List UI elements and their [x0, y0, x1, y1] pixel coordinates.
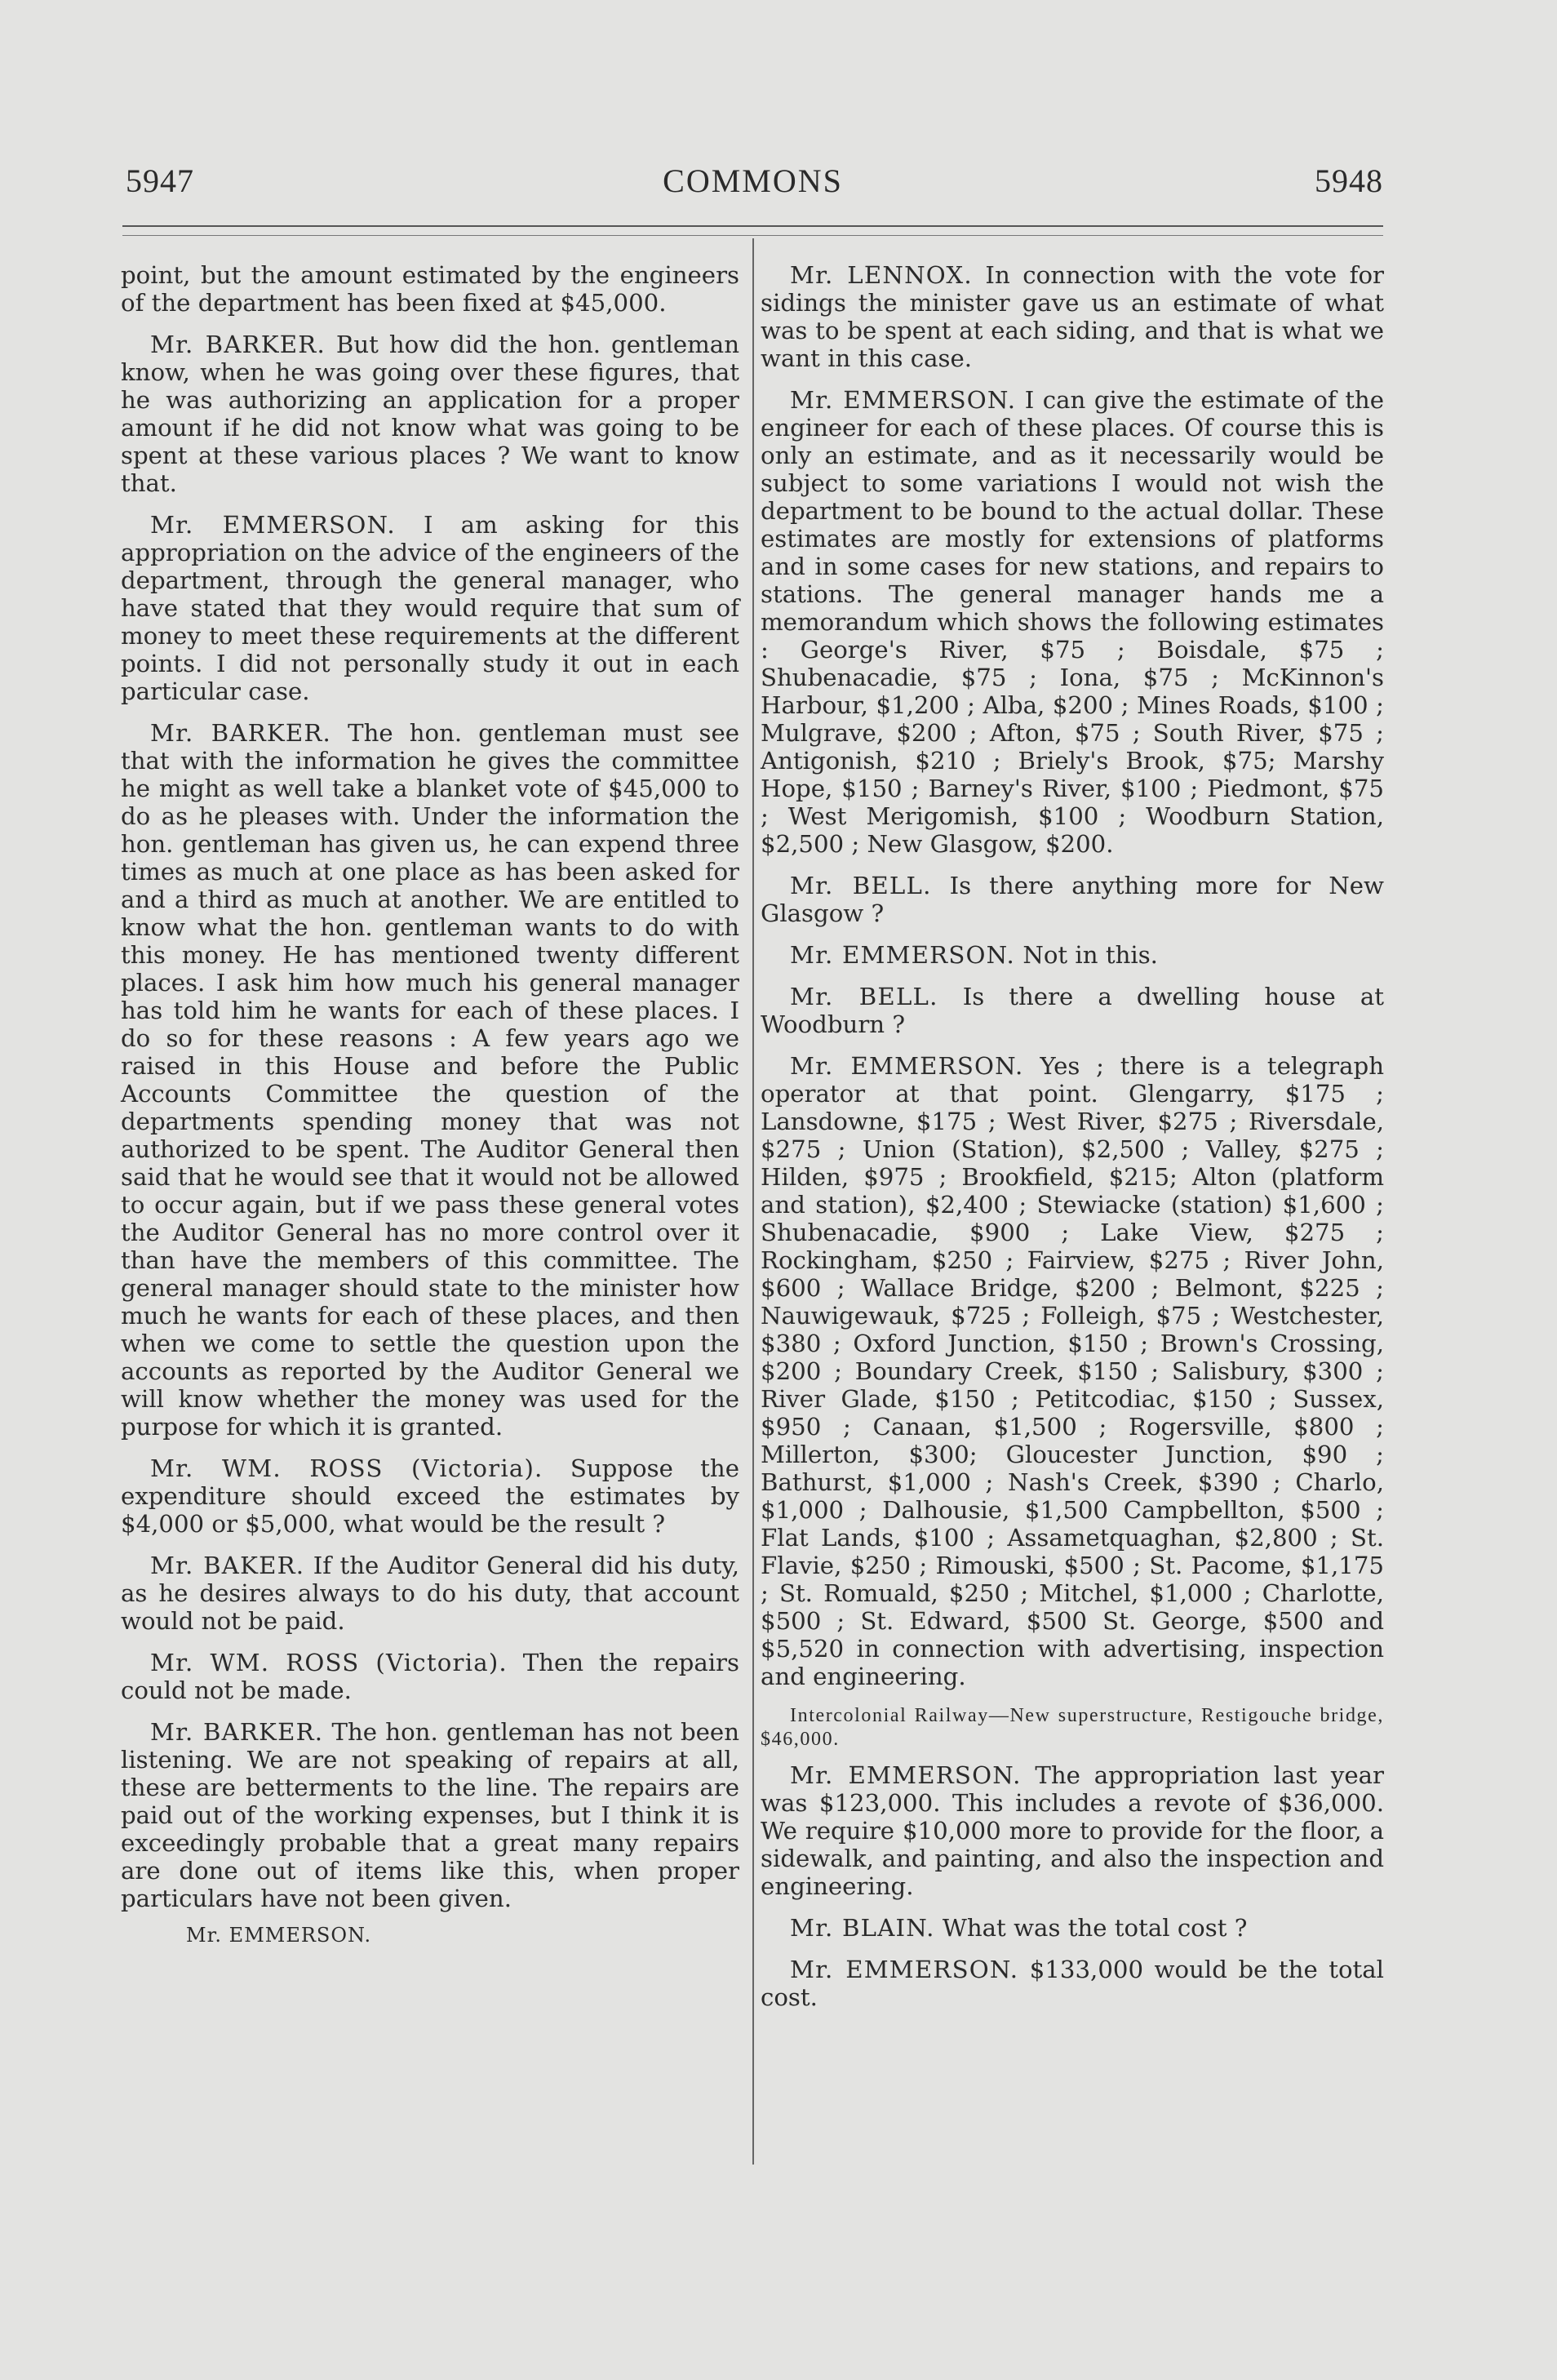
paragraph	[121, 1552, 739, 1635]
left-column	[121, 261, 739, 1963]
paragraph-text: I am asking for this appropriation on the advice of the engineers of the department, through the general manager, who have stated that they would require that sum of money to meet these requirements at the different points. I did not personally study it out in each particular case.	[121, 511, 739, 705]
resolution-item: Intercolonial Railway—New superstructure, Restigouche bridge, $46,000.	[761, 1705, 1384, 1750]
paragraph-text: If the Auditor General did his duty, as he desires always to do his duty, that account would not be paid.	[121, 1552, 740, 1635]
paragraph-text: Not in this.	[1022, 941, 1158, 969]
paragraph	[761, 1956, 1384, 2011]
speaker: Mr. EMMERSON.	[790, 941, 1016, 969]
speaker: Mr. EMMERSON.	[150, 511, 396, 539]
paragraph-text: $133,000 would be the total cost.	[761, 1956, 1384, 2011]
speaker: Mr. WM. ROSS (Victoria).	[150, 1454, 543, 1482]
paragraph-text: point, but the amount estimated by the engineers of the department has been fixed at $45,000.	[121, 261, 739, 317]
right-column	[761, 261, 1384, 2025]
header-rule	[122, 225, 1383, 227]
speaker: Mr. BELL.	[790, 983, 938, 1010]
paragraph	[761, 983, 1384, 1038]
speaker: Mr. BELL.	[790, 872, 932, 899]
paragraph-text: Then the repairs could not be made.	[121, 1649, 739, 1704]
page-number-left: 5947	[126, 162, 194, 199]
paragraph-text: In connection with the vote for sidings the minister gave us an estimate of what was to be spent at each siding, and that is what we want in this case.	[761, 261, 1385, 372]
paragraph	[761, 386, 1384, 858]
catchword: Mr. EMMERSON.	[186, 1924, 372, 1947]
speaker: Mr. BLAIN.	[790, 1914, 935, 1942]
paragraph-text: Suppose the expenditure should exceed the estimates by $4,000 or $5,000, what would be the result ?	[121, 1454, 739, 1538]
column-divider	[752, 238, 754, 2165]
page-title: COMMONS	[663, 162, 843, 199]
speaker: Mr. LENNOX.	[790, 261, 973, 289]
paragraph	[761, 1761, 1384, 1900]
speaker: Mr. BAKER.	[150, 1552, 305, 1579]
page-header	[122, 162, 1383, 211]
paragraph-text: Yes ; there is a telegraph operator at that point. Glengarry, $175 ; Lansdowne, $175 ; West River, $275 ; Riversdale, $275 ; Union (Station), $2,500 ; Valley, $275 ; Hilden, $975 ; Brookfield, $215; Alton (platform and station), $2,400 ; Stewiacke (station) $1,600 ; Shubenacadie, $900 ; Lake View, $275 ; Rockingham, $250 ; Fairview, $275 ; River John, $600 ; Wallace Bridge, $200 ; Belmont, $225 ; Nauwigewauk, $725 ; Folleigh, $75 ; Westchester, $380 ; Oxford Junction, $150 ; Brown's Crossing, $200 ; Boundary Creek, $150 ; Salisbury, $300 ; River Glade, $150 ; Petitcodiac, $150 ; Sussex, $950 ; Canaan, $1,500 ; Rogersville, $800 ; Millerton, $300; Gloucester Junction, $90 ; Bathurst, $1,000 ; Nash's Creek, $390 ; Charlo, $1,000 ; Dalhousie, $1,500 Campbellton, $500 ; Flat Lands, $100 ; Assametquaghan, $2,800 ; St. Flavie, $250 ; Rimouski, $500 ; St. Pacome, $1,175 ; St. Romuald, $250 ; Mitchel, $1,000 ; Charlotte, $500 ; St. Edward, $500 St. George, $500 and $5,520 in connection with advertising, inspection and engineering.	[761, 1052, 1384, 1690]
paragraph	[121, 719, 739, 1441]
paragraph	[761, 872, 1384, 927]
paragraph	[121, 1454, 739, 1538]
paragraph-text: The hon. gentleman has not been listening. We are not speaking of repairs at all, these are betterments to the line. The repairs are paid out of the working expenses, but I think it is exceedingly probable that a great many repairs are done out of items like this, when proper particulars have not been given.	[121, 1718, 739, 1912]
paragraph-text: The appropriation last year was $123,000. This includes a revote of $36,000. We require $10,000 more to provide for the floor, a sidewalk, and painting, and also the inspection and engineering.	[761, 1761, 1384, 1900]
paragraph-text: But how did the hon. gentleman know, when he was going over these figures, that he was authorizing an application for a proper amount if he did not know what was going to be spent at these various places ? We want to know that.	[121, 331, 739, 497]
speaker: Mr. BARKER.	[150, 1718, 324, 1746]
paragraph	[121, 261, 739, 317]
speaker: Mr. EMMERSON.	[790, 1761, 1022, 1789]
page-number-right: 5948	[1315, 162, 1383, 199]
speaker: Mr. EMMERSON.	[790, 386, 1017, 414]
paragraph-text: I can give the estimate of the engineer for each of these places. Of course this is only an estimate, and as it necessarily would be subject to some variations I would not wish the department to be bound to the actual dollar. These estimates are mostly for extensions of platforms and in some cases for new stations, and repairs to stations. The general manager hands me a memorandum which shows the following estimates : George's River, $75 ; Boisdale, $75 ; Shubenacadie, $75 ; Iona, $75 ; McKinnon's Harbour, $1,200 ; Alba, $200 ; Mines Roads, $100 ; Mulgrave, $200 ; Afton, $75 ; South River, $75 ; Antigonish, $210 ; Briely's Brook, $75; Marshy Hope, $150 ; Barney's River, $100 ; Piedmont, $75 ; West Merigomish, $100 ; Woodburn Station, $2,500 ; New Glasgow, $200.	[761, 386, 1384, 858]
paragraph	[761, 261, 1384, 372]
speaker: Mr. EMMERSON.	[790, 1052, 1024, 1080]
paragraph	[761, 941, 1384, 969]
paragraph	[761, 1914, 1384, 1942]
paragraph-text: Is there a dwelling house at Woodburn ?	[761, 983, 1384, 1038]
speaker: Mr. EMMERSON.	[790, 1956, 1019, 1983]
speaker: Mr. BARKER.	[150, 719, 332, 747]
header-rule-thin	[122, 235, 1383, 236]
paragraph	[121, 331, 739, 497]
speaker: Mr. BARKER.	[150, 331, 326, 358]
paragraph-text: The hon. gentleman must see that with the information he gives the committee he might as well take a blanket vote of $45,000 to do as he pleases with. Under the information the hon. gentleman has given us, he can expend three times as much at one place as has been asked for and a third as much at another. We are entitled to know what the hon. gentleman wants to do with this money. He has mentioned twenty different places. I ask him how much his general manager has told him he wants for each of these places. I do so for these reasons : A few years ago we raised in this House and before the Public Accounts Committee the question of the departments spending money that was not authorized to be spent. The Auditor General then said that he would see that it would not be allowed to occur again, but if we pass these general votes the Auditor General has no more control over it than have the members of this committee. The general manager should state to the minister how much he wants for each of these places, and then when we come to settle the question upon the accounts as reported by the Auditor General we will know whether the money was used for the purpose for which it is granted.	[121, 719, 739, 1441]
speaker: Mr. WM. ROSS (Victoria).	[150, 1649, 508, 1676]
paragraph-text: Is there anything more for New Glasgow ?	[761, 872, 1384, 927]
paragraph	[761, 1052, 1384, 1690]
paragraph	[121, 511, 739, 705]
paragraph	[121, 1649, 739, 1704]
paragraph-text: What was the total cost ?	[942, 1914, 1248, 1942]
paragraph	[121, 1718, 739, 1912]
